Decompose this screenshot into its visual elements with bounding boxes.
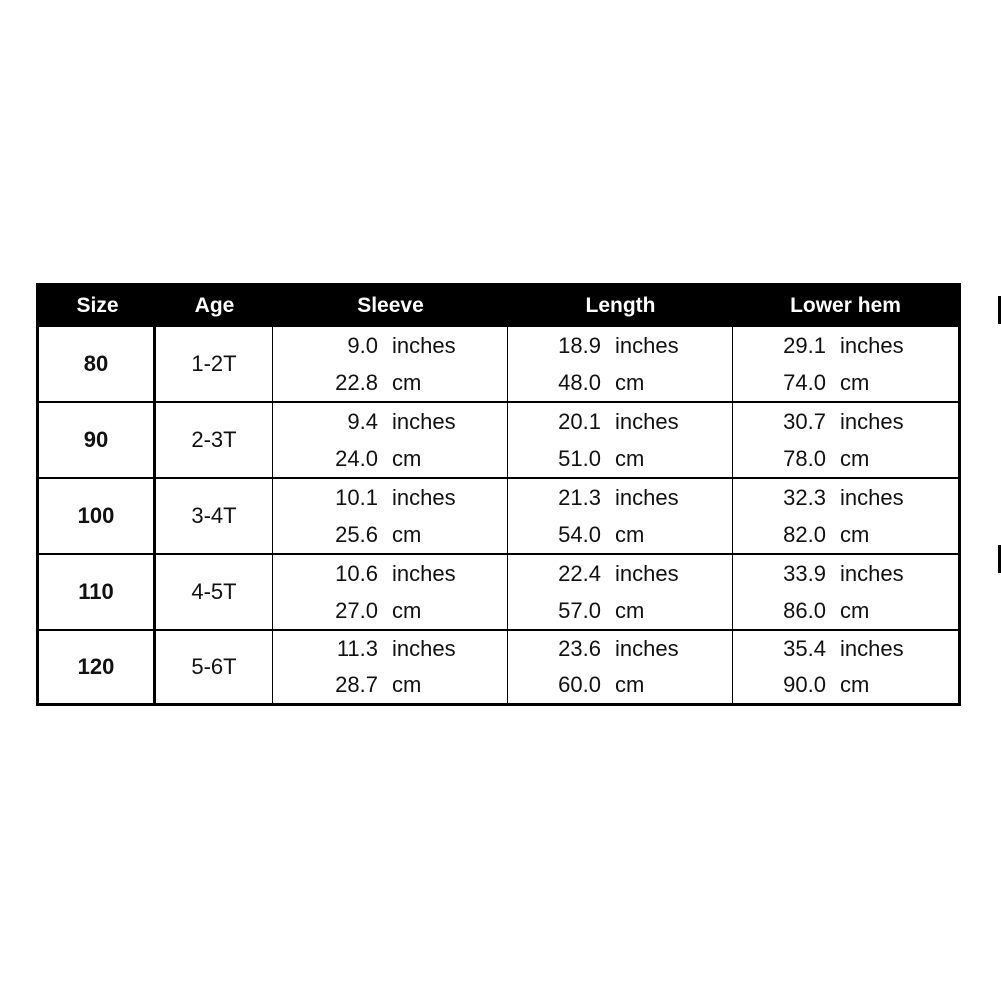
size-chart-table [36, 283, 961, 706]
header-lower-hem: Lower hem [790, 293, 901, 317]
measurement-inches [273, 561, 507, 587]
measurement-value: 60.0 [558, 672, 601, 697]
measurement-unit: inches [392, 408, 456, 434]
cell-lower-hem [733, 327, 958, 401]
measurement-inches [508, 485, 732, 511]
measurement-unit: cm [392, 672, 422, 697]
measurement-value: 90.0 [783, 672, 826, 697]
measurement-value: 23.6 [558, 636, 601, 661]
measurement-cm [508, 370, 732, 396]
measurement-value: 29.1 [783, 332, 826, 358]
header-age: Age [194, 293, 235, 317]
measurement-value: 24.0 [335, 445, 378, 471]
cell-lower-hem [733, 631, 958, 703]
measurement-inches [273, 485, 507, 511]
header-sleeve: Sleeve [357, 293, 424, 317]
measurement-inches [733, 561, 958, 587]
measurement-unit: inches [392, 560, 456, 586]
measurement-value: 57.0 [558, 597, 601, 623]
measurement-cm [273, 598, 507, 624]
cell-size: 110 [39, 555, 156, 629]
measurement-value: 22.4 [558, 560, 601, 586]
measurement-value: 10.6 [335, 560, 378, 586]
measurement-inches [733, 636, 958, 662]
table-body [39, 327, 958, 703]
cell-size: 120 [39, 631, 156, 703]
measurement-unit: cm [392, 445, 422, 471]
measurement-value: 9.0 [347, 332, 378, 358]
table-header [39, 286, 958, 327]
cell-age: 3-4T [156, 479, 273, 553]
measurement-unit: cm [615, 597, 645, 623]
measurement-value: 54.0 [558, 521, 601, 547]
measurement-unit: cm [840, 521, 870, 547]
measurement-unit: inches [840, 636, 904, 661]
measurement-inches [273, 333, 507, 359]
measurement-cm [273, 370, 507, 396]
measurement-value: 82.0 [783, 521, 826, 547]
measurement-unit: inches [392, 484, 456, 510]
measurement-unit: inches [615, 636, 679, 661]
measurement-value: 33.9 [783, 560, 826, 586]
measurement-inches [733, 333, 958, 359]
measurement-unit: inches [840, 560, 904, 586]
cell-lower-hem [733, 403, 958, 477]
cell-age: 2-3T [156, 403, 273, 477]
measurement-inches [508, 333, 732, 359]
cell-lower-hem [733, 479, 958, 553]
measurement-value: 9.4 [347, 408, 378, 434]
measurement-unit: inches [615, 560, 679, 586]
cell-age: 4-5T [156, 555, 273, 629]
measurement-unit: cm [840, 672, 870, 697]
table-row [39, 327, 958, 401]
measurement-unit: cm [840, 445, 870, 471]
measurement-cm [508, 446, 732, 472]
measurement-unit: inches [615, 484, 679, 510]
measurement-value: 74.0 [783, 369, 826, 395]
measurement-cm [508, 522, 732, 548]
measurement-unit: inches [392, 332, 456, 358]
measurement-value: 25.6 [335, 521, 378, 547]
cell-length [508, 631, 733, 703]
measurement-value: 51.0 [558, 445, 601, 471]
measurement-value: 11.3 [336, 636, 378, 661]
table-row [39, 629, 958, 703]
header-length: Length [585, 293, 656, 317]
table-row [39, 401, 958, 477]
measurement-unit: cm [840, 369, 870, 395]
measurement-value: 48.0 [558, 369, 601, 395]
cell-sleeve [273, 555, 508, 629]
measurement-unit: inches [840, 484, 904, 510]
cell-age: 5-6T [156, 631, 273, 703]
table-row [39, 553, 958, 629]
cell-sleeve [273, 327, 508, 401]
cell-size: 100 [39, 479, 156, 553]
measurement-cm [508, 672, 732, 698]
header-size: Size [76, 293, 119, 317]
measurement-value: 22.8 [335, 369, 378, 395]
measurement-unit: cm [615, 445, 645, 471]
measurement-unit: cm [392, 521, 422, 547]
table-row [39, 477, 958, 553]
cell-length [508, 479, 733, 553]
cell-length [508, 555, 733, 629]
measurement-cm [508, 598, 732, 624]
cell-sleeve [273, 479, 508, 553]
measurement-unit: cm [392, 369, 422, 395]
cell-size: 80 [39, 327, 156, 401]
cell-length [508, 327, 733, 401]
measurement-cm [733, 370, 958, 396]
measurement-value: 20.1 [558, 408, 601, 434]
cell-length [508, 403, 733, 477]
measurement-unit: cm [615, 672, 645, 697]
measurement-cm [733, 598, 958, 624]
measurement-cm [273, 522, 507, 548]
measurement-value: 30.7 [783, 408, 826, 434]
measurement-inches [508, 409, 732, 435]
measurement-cm [733, 446, 958, 472]
measurement-cm [733, 672, 958, 698]
cell-size: 90 [39, 403, 156, 477]
cell-sleeve [273, 403, 508, 477]
measurement-unit: cm [392, 597, 422, 623]
measurement-value: 21.3 [558, 484, 601, 510]
measurement-inches [273, 636, 507, 662]
measurement-inches [508, 561, 732, 587]
measurement-value: 35.4 [783, 636, 826, 661]
measurement-unit: cm [840, 597, 870, 623]
measurement-cm [273, 672, 507, 698]
cell-age: 1-2T [156, 327, 273, 401]
cell-lower-hem [733, 555, 958, 629]
measurement-unit: inches [392, 636, 456, 661]
measurement-value: 10.1 [335, 484, 378, 510]
measurement-value: 32.3 [783, 484, 826, 510]
measurement-unit: cm [615, 521, 645, 547]
measurement-value: 86.0 [783, 597, 826, 623]
measurement-unit: cm [615, 369, 645, 395]
measurement-inches [273, 409, 507, 435]
measurement-inches [733, 409, 958, 435]
measurement-cm [273, 446, 507, 472]
measurement-value: 27.0 [335, 597, 378, 623]
measurement-inches [733, 485, 958, 511]
measurement-unit: inches [615, 408, 679, 434]
measurement-value: 18.9 [558, 332, 601, 358]
cell-sleeve [273, 631, 508, 703]
measurement-unit: inches [615, 332, 679, 358]
measurement-inches [508, 636, 732, 662]
measurement-value: 78.0 [783, 445, 826, 471]
measurement-unit: inches [840, 408, 904, 434]
measurement-value: 28.7 [335, 672, 378, 697]
measurement-cm [733, 522, 958, 548]
measurement-unit: inches [840, 332, 904, 358]
